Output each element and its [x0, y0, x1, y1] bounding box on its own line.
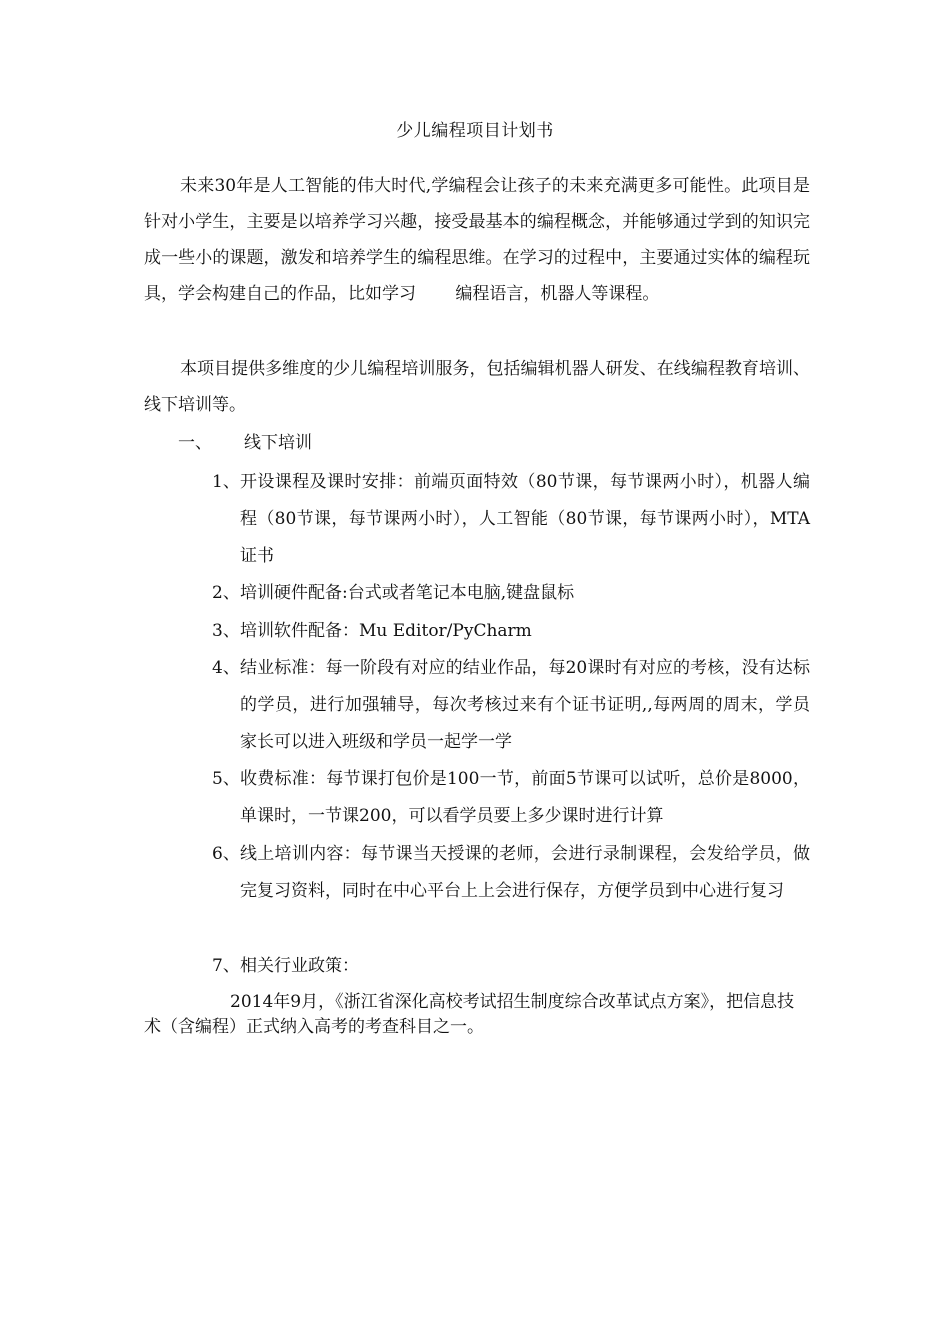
section-heading-offline-training — [178, 428, 312, 458]
list-item-number: 5、 — [212, 769, 240, 789]
list-item-text: 结业标准：每一阶段有对应的结业作品，每20课时有对应的考核，没有达标的学员，进行加强辅导，每次考核过来有个证书证明,,每两周的周末，学员家长可以进入班级和学员一起学一学 — [240, 658, 810, 752]
policy-paragraph: 2014年9月，《浙江省深化高校考试招生制度综合改革试点方案》，把信息技术（含编程）正式纳入高考的考查科目之一。 — [144, 992, 795, 1037]
list-item-text: 相关行业政策： — [240, 956, 359, 976]
list-item-software — [212, 613, 810, 650]
intro-paragraph: 未来30年是人工智能的伟大时代,学编程会让孩子的未来充满更多可能性。此项目是针对小学生，主要是以培养学习兴趣，接受最基本的编程概念，并能够通过学到的知识完成一些小的课题，激发和培养学生的编程思维。在学习的过程中，主要通过实体的编程玩具，学会构建自己的作品，比如学习 编程语言，机器人等课程。 — [144, 176, 810, 304]
list-item-fees — [212, 761, 810, 835]
list-item-text: 开设课程及课时安排：前端页面特效（80节课，每节课两小时），机器人编程（80节课，每节课两小时），人工智能（80节课，每节课两小时），MTA证书 — [240, 472, 810, 566]
list-item-text: 线上培训内容：每节课当天授课的老师，会进行录制课程，会发给学员，做完复习资料，同时在中心平台上上会进行保存，方便学员到中心进行复习 — [240, 844, 810, 901]
document-title: 少儿编程项目计划书 — [396, 121, 554, 141]
list-item-number: 1、 — [212, 472, 240, 492]
list-item-online-training — [212, 836, 810, 910]
list-item-text: 培训硬件配备:台式或者笔记本电脑,键盘鼠标 — [240, 583, 575, 603]
list-item-policy — [212, 948, 810, 985]
list-item-number: 7、 — [212, 956, 240, 976]
list-item-text: 收费标准：每节课打包价是100一节，前面5节课可以试听，总价是8000，单课时，一节课200，可以看学员要上多少课时进行计算 — [240, 769, 810, 826]
list-item-number: 2、 — [212, 583, 240, 603]
list-item-graduation-standard — [212, 650, 810, 761]
list-item-number: 4、 — [212, 658, 240, 678]
section-number: 一、 — [178, 433, 212, 453]
service-paragraph: 本项目提供多维度的少儿编程培训服务，包括编辑机器人研发、在线编程教育培训、线下培训等。 — [144, 359, 810, 415]
section-title: 线下培训 — [244, 433, 312, 453]
list-item-number: 6、 — [212, 844, 240, 864]
list-item-number: 3、 — [212, 621, 240, 641]
list-item-hardware — [212, 575, 810, 612]
list-item-text: 培训软件配备：Mu Editor/PyCharm — [240, 621, 532, 641]
list-item-courses — [212, 464, 810, 575]
